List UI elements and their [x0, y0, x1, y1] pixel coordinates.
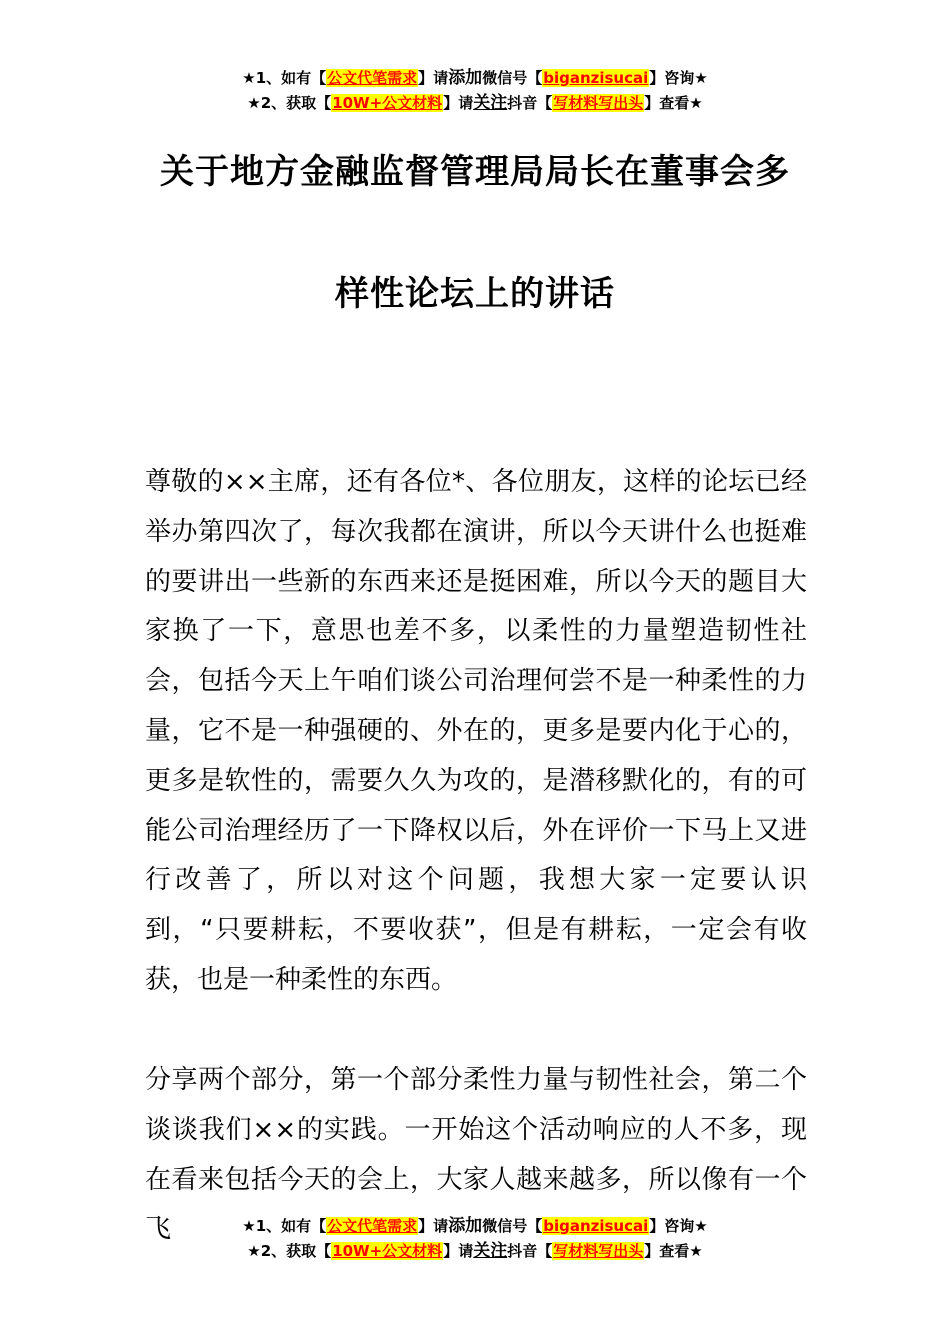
banner-line-2 [0, 91, 950, 116]
header-banner [0, 66, 950, 116]
banner-text: 微信号【 [482, 1217, 543, 1235]
banner-highlight: 公文代笔需求 [327, 69, 418, 87]
body-paragraph-1: 尊敬的××主席，还有各位*、各位朋友，这样的论坛已经举办第四次了，每次我都在演讲，所以今天讲什么也挺难的要讲出一些新的东西来还是挺困难，所以今天的题目大家换了一下，意思也差不多，以柔性的力量塑造韧性社会，包括今天上午咱们谈公司治理何尝不是一种柔性的力量，它不是一种强硬的、外在的，更多是要内化于心的，更多是软性的，需要久久为攻的，是潜移默化的，有的可能公司治理经历了一下降权以后，外在评价一下马上又进行改善了，所以对这个问题，我想大家一定要认识到，“只要耕耘，不要收获”，但是有耕耘，一定会有收获，也是一种柔性的东西。 [145, 467, 807, 995]
banner-emphasis: 关注 [473, 1241, 508, 1261]
banner-emphasis: 添加 [448, 68, 483, 88]
banner-text: ★1、如有【 [242, 1217, 327, 1235]
banner-text: 】咨询★ [649, 69, 708, 87]
banner-text: ★1、如有【 [242, 69, 327, 87]
banner-text: 】查看★ [644, 1242, 703, 1260]
banner-douyin-id: 写材料写出头 [553, 94, 644, 112]
document-title-line-1: 关于地方金融监督管理局局长在董事会多 [160, 152, 790, 192]
banner-line-2 [0, 1239, 950, 1264]
banner-text: 】咨询★ [649, 1217, 708, 1235]
banner-text: 抖音【 [507, 1242, 553, 1260]
banner-highlight: 10W+公文材料 [332, 94, 443, 112]
banner-text: 】请 [443, 94, 474, 112]
document-title-line-2: 样性论坛上的讲话 [335, 274, 615, 314]
banner-wechat-id: biganzisucai [543, 1217, 649, 1235]
banner-text: 】请 [418, 69, 449, 87]
banner-text: 】请 [418, 1217, 449, 1235]
banner-text: ★2、获取【 [247, 1242, 332, 1260]
footer-banner [0, 1214, 950, 1264]
body-paragraph-2: 分享两个部分，第一个部分柔性力量与韧性社会，第二个谈谈我们××的实践。一开始这个活动响应的人不多，现在看来包括今天的会上，大家人越来越多，所以像有一个飞 [145, 1065, 807, 1245]
banner-text: ★2、获取【 [247, 94, 332, 112]
banner-highlight: 10W+公文材料 [332, 1242, 443, 1260]
banner-douyin-id: 写材料写出头 [553, 1242, 644, 1260]
banner-wechat-id: biganzisucai [543, 69, 649, 87]
banner-emphasis: 添加 [448, 1216, 483, 1236]
banner-highlight: 公文代笔需求 [327, 1217, 418, 1235]
banner-line-1 [0, 66, 950, 91]
banner-text: 】请 [443, 1242, 474, 1260]
banner-line-1 [0, 1214, 950, 1239]
banner-text: 】查看★ [644, 94, 703, 112]
banner-emphasis: 关注 [473, 93, 508, 113]
banner-text: 微信号【 [482, 69, 543, 87]
banner-text: 抖音【 [507, 94, 553, 112]
